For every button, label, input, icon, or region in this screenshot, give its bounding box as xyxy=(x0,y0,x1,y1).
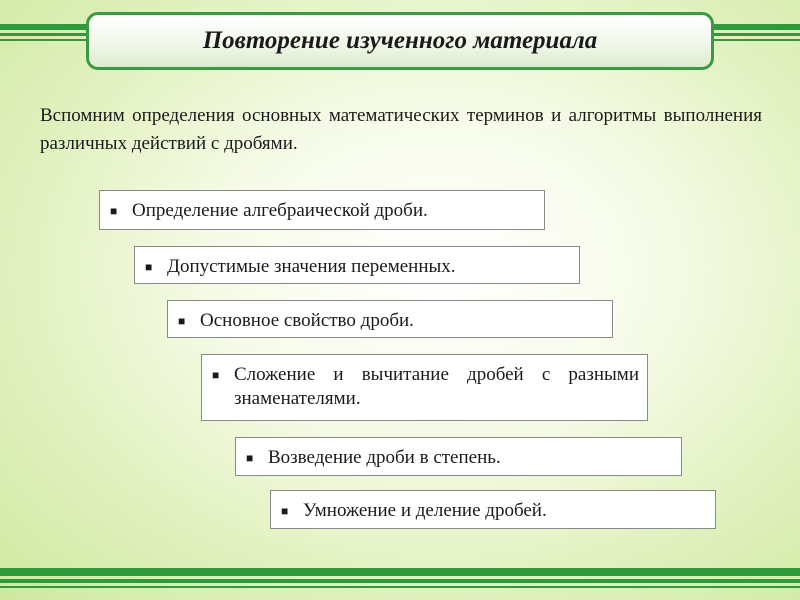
bottom-stripe-3 xyxy=(0,586,800,588)
list-item-text: Сложение и вычитание дробей с разными знаменателями. xyxy=(234,364,639,409)
list-item-text: Определение алгебраической дроби. xyxy=(132,200,428,221)
list-item-text: Допустимые значения переменных. xyxy=(167,256,456,277)
list-item-domain xyxy=(134,246,580,284)
square-bullet-icon: ■ xyxy=(145,260,153,274)
page-title: Повторение изученного материала xyxy=(202,27,598,54)
square-bullet-icon: ■ xyxy=(110,204,118,218)
square-bullet-icon: ■ xyxy=(281,504,289,518)
list-item-addition xyxy=(201,354,648,421)
list-item-text: Возведение дроби в степень. xyxy=(268,447,501,468)
list-item-property xyxy=(167,300,613,338)
list-item-definition xyxy=(99,190,545,230)
list-item-multiplication xyxy=(270,490,716,529)
intro-paragraph: Вспомним определения основных математических терминов и алгоритмы выполнения различных действий с дробями. xyxy=(40,105,762,154)
square-bullet-icon: ■ xyxy=(212,368,220,382)
title-banner xyxy=(86,12,714,70)
bottom-stripe-1 xyxy=(0,568,800,576)
square-bullet-icon: ■ xyxy=(246,451,254,465)
list-item-text: Умножение и деление дробей. xyxy=(303,500,547,521)
list-item-power xyxy=(235,437,682,476)
list-item-text: Основное свойство дроби. xyxy=(200,310,414,331)
square-bullet-icon: ■ xyxy=(178,314,186,328)
bottom-stripe-2 xyxy=(0,579,800,583)
